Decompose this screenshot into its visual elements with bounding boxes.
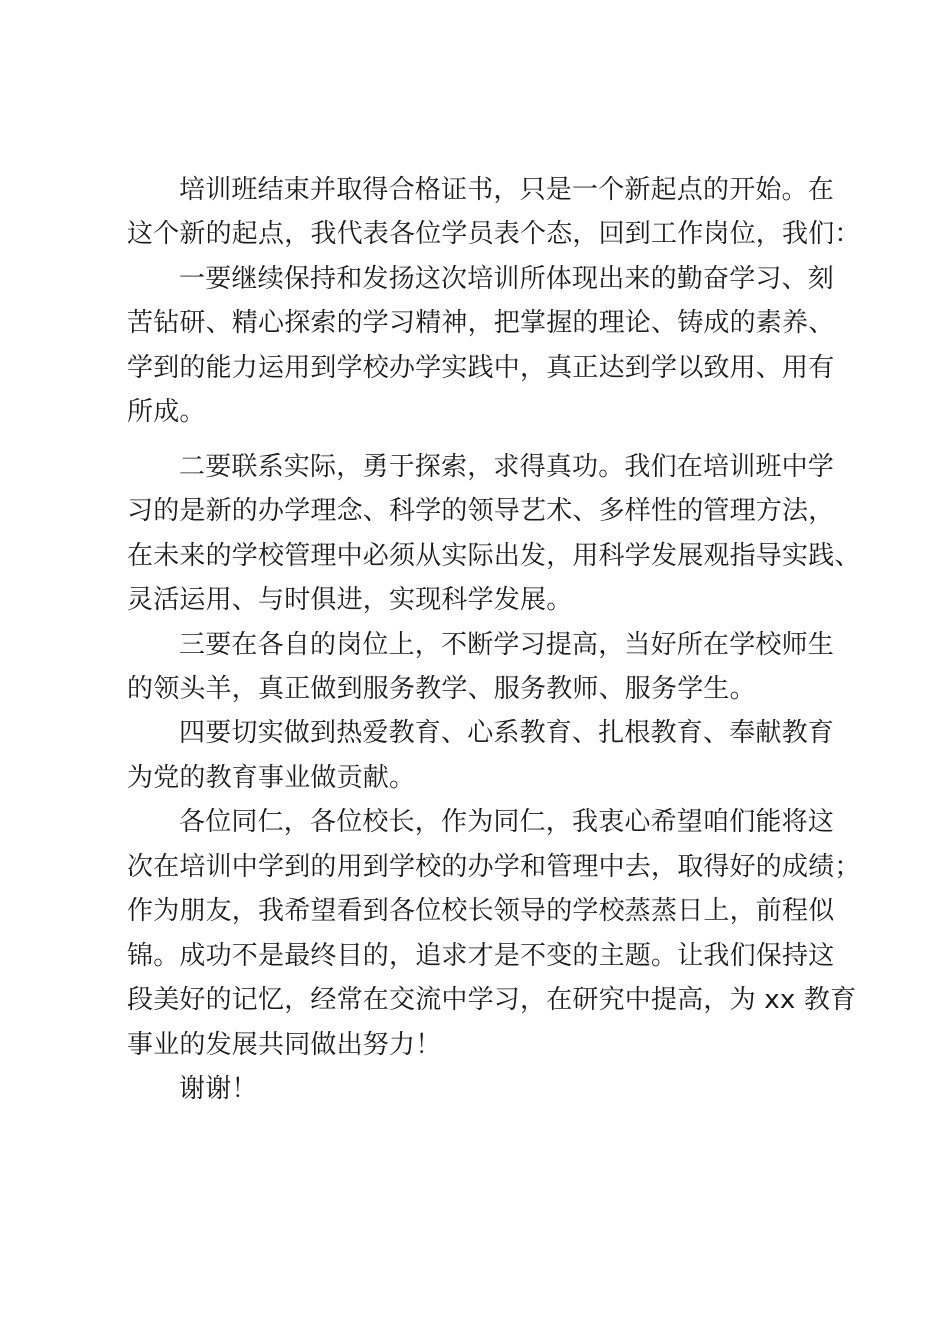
paragraph-6-line-6: 事业的发展共同做出努力！ [127,1030,442,1060]
paragraph-2-line-2: 苦钻研、精心探索的学习精神，把掌握的理论、铸成的素养、 [127,308,835,338]
closing-thanks: 谢谢！ [179,1074,258,1104]
paragraph-5-line-2: 为党的教育事业做贡献。 [127,763,416,793]
paragraph-3-line-1: 二要联系实际，勇于探索，求得真功。我们在培训班中学 [179,452,835,482]
paragraph-4-line-2: 的领头羊，真正做到服务教学、服务教师、服务学生。 [127,674,756,704]
paragraph-4-line-1: 三要在各自的岗位上，不断学习提高，当好所在学校师生 [179,630,835,660]
paragraph-6-line-2: 次在培训中学到的用到学校的办学和管理中去，取得好的成绩； [127,852,861,882]
paragraph-1-line-1: 培训班结束并取得合格证书，只是一个新起点的开始。在 [179,175,835,205]
paragraph-1-line-2: 这个新的起点，我代表各位学员表个态，回到工作岗位，我们： [127,219,861,249]
paragraph-2-line-1: 一要继续保持和发扬这次培训所体现出来的勤奋学习、刻 [179,264,835,294]
paragraph-3-line-4: 灵活运用、与时俱进，实现科学发展。 [127,585,573,615]
paragraph-2-line-3: 学到的能力运用到学校办学实践中，真正达到学以致用、用有 [127,353,835,383]
paragraph-6-line-3: 作为朋友，我希望看到各位校长领导的学校蒸蒸日上，前程似 [127,896,835,926]
paragraph-6-line-1: 各位同仁，各位校长，作为同仁，我衷心希望咱们能将这 [179,807,835,837]
paragraph-3-line-2: 习的是新的办学理念、科学的领导艺术、多样性的管理方法， [127,496,835,526]
paragraph-6-line-5: 段美好的记忆，经常在交流中学习，在研究中提高，为 xx 教育 [127,985,857,1015]
paragraph-2-line-4: 所成。 [127,397,206,427]
paragraph-6-line-4: 锦。成功不是最终目的，追求才是不变的主题。让我们保持这 [127,941,835,971]
paragraph-5-line-1: 四要切实做到热爱教育、心系教育、扎根教育、奉献教育 [179,718,835,748]
paragraph-3-line-3: 在未来的学校管理中必须从实际出发，用科学发展观指导实践、 [127,541,861,571]
